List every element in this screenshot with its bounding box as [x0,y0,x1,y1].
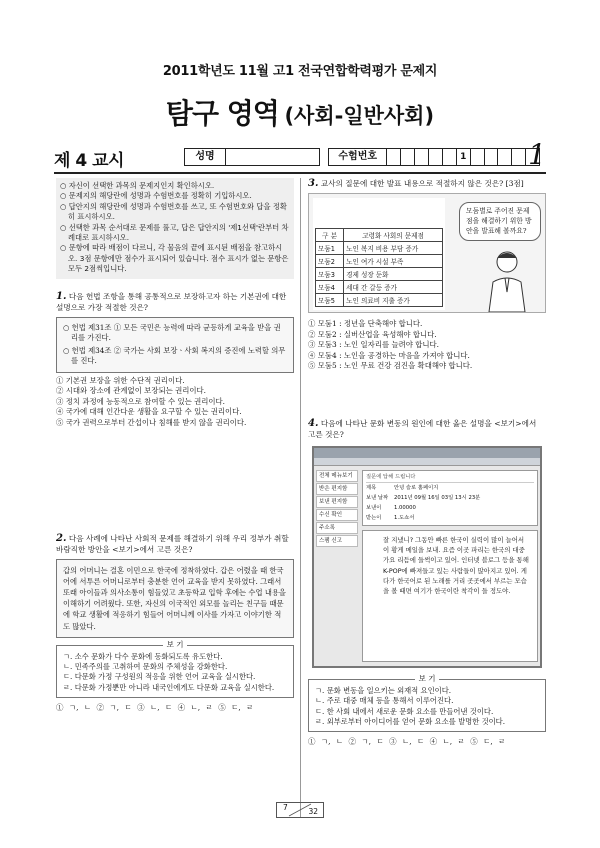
choice[interactable]: ① ㄱ, ㄴ [56,703,92,713]
question-stem: 다음 사례에 나타난 사회적 문제를 해결하기 위해 우리 정부가 취할 바람직한 방안을 <보기>에서 고른 것은? [56,533,289,554]
name-field[interactable] [225,149,319,165]
choice[interactable]: ① ㄱ, ㄴ [308,737,344,747]
menu-item[interactable]: 보낸 편지함 [316,496,358,508]
notice-item: ○ 답안지의 해당란에 성명과 수험번호를 쓰고, 또 수험번호와 답을 정확히 표시하시오. [60,202,290,223]
exam-number-cell[interactable] [497,149,511,165]
choice[interactable]: ④ ㄴ, ㄹ [429,737,465,747]
page-number: 1 [528,138,546,171]
bogi-item: ㄹ. 다문화 가정뿐만 아니라 내국인에게도 다문화 교육을 실시한다. [63,682,275,692]
table-header: 구 분 [316,229,344,242]
mail-field-row: 보낸이 1.00000 [366,504,416,511]
bogi-label: 보 기 [163,640,188,649]
table-cell: 경제 성장 둔화 [344,268,443,281]
main-title [0,92,600,132]
exam-number-cell[interactable] [470,149,484,165]
question-3 [308,178,546,189]
notice-item: ○ 문제지의 해당란에 성명과 수험번호를 정확히 기입하시오. [60,191,290,201]
notice-box [56,178,294,279]
exam-number-cell[interactable] [414,149,428,165]
table-cell: 모둠3 [316,268,344,281]
mail-body: 잘 지냈니? 그동안 빠른 한국이 실력이 많이 늘어서 이 황게 메일을 보내. 요즘 이곳 파리는 한국의 대중 가요 리듬에 들썩이고 있어. 인터넷 블로그 등을 통해 K-POP에 빠져들고 있는 사람들이 많아지고 있어. 게다가 한국어로 된 노래를 거리 곳곳에서 부르는 모습을 볼 때면 여기가 한국이란 착각이 들 정도야. [362,530,538,662]
bogi-item: ㄹ. 외부로부터 아이디어를 얻어 문화 요소를 발명한 것이다. [315,716,506,726]
option[interactable]: ③ 정치 과정에 능동적으로 참여할 수 있는 권리이다. [56,396,225,406]
exam-number-box [328,148,540,166]
table-header: 고령화 사회의 문제점 [344,229,443,242]
table-cell: 노인 의료비 지출 증가 [344,294,443,307]
mail-field-row: 보낸 날짜 2011년 09월 16일 03일 13시 23분 [366,494,481,501]
notice-item: ○ 선택한 과목 순서대로 문제를 풀고, 답은 답안지의 '제1선택'란부터 차례대로 표시하시오. [60,223,290,244]
table-cell: 모둠2 [316,255,344,268]
choice[interactable]: ④ ㄴ, ㄹ [177,703,213,713]
teacher-speech-bubble: 모둠별로 주어진 문제점을 해결하기 위한 방안을 발표해 볼까요? [459,202,541,241]
exam-number-cell[interactable] [442,149,456,165]
exam-number-cell[interactable] [428,149,442,165]
table-cell: 모둠1 [316,242,344,255]
notice-item: ○ 자신이 선택한 과목의 문제지인지 확인하시오. [60,181,290,191]
option[interactable]: ② 모둠2 : 실버산업을 육성해야 합니다. [308,329,437,339]
bogi-label: 보 기 [415,674,440,683]
exam-number-cell[interactable] [386,149,400,165]
page-current: 7 [283,803,288,812]
problems-table [315,228,443,307]
question-number: 1. [56,290,67,302]
choice[interactable]: ⑤ ㄷ, ㄹ [218,703,254,713]
header-row [54,138,546,171]
exam-title: 2011학년도 11월 고1 전국연합학력평가 문제지 [162,64,438,79]
mail-menu [316,470,358,547]
mail-title: 질문에 답해 드립니다 [366,472,534,483]
subject-area: 탐구 영역 [165,97,279,130]
q4-choices [308,736,546,747]
q1-options [56,376,294,429]
table-cell: 모둠5 [316,294,344,307]
choice[interactable]: ⑤ ㄷ, ㄹ [470,737,506,747]
q2-choices [56,702,294,713]
option[interactable]: ④ 모둠4 : 노인을 공경하는 마음을 가져야 합니다. [308,350,470,360]
choice[interactable]: ② ㄱ, ㄷ [96,703,132,713]
mail-header [362,470,538,526]
menu-item[interactable]: 주소록 [316,522,358,534]
case-box: 갑의 어머니는 결혼 이민으로 한국에 정착하였다. 갑은 어렸을 때 한국어에 서투른 어머니로부터 충분한 언어 교육을 받지 못하였다. 그래서 또래 아이들과 의사소통이 힘들었고 초등학교 입학 후에는 수업 내용을 이해하기 어려웠다. 또한, 자신의 이국적인 외모를 놀리는 친구들 때문에 학교 생활에 적응하기 힘들어 어머니께 이사를 가자고 이야기한 적도 많았다. [56,559,294,638]
clause: ○ 헌법 제34조 ② 국가는 사회 보장ㆍ사회 복지의 증진에 노력할 의무를 진다. [63,345,286,366]
name-box [184,148,320,166]
table-cell: 노인 여가 시설 부족 [344,255,443,268]
name-label: 성명 [195,151,215,162]
choice[interactable]: ③ ㄴ, ㄷ [137,703,173,713]
option[interactable]: ② 시대와 장소에 관계없이 보장되는 권리이다. [56,386,206,396]
constitution-box [56,317,294,373]
subject-name: (사회-일반사회) [284,104,435,128]
bogi-item: ㄷ. 한 사회 내에서 새로운 문화 요소를 만들어낸 것이다. [315,706,494,716]
question-number: 4. [308,417,319,429]
menu-item[interactable]: 받은 편지함 [316,483,358,495]
table-cell: 모둠4 [316,281,344,294]
question-stem: 다음에 나타난 문화 변동의 원인에 대한 옳은 설명을 <보기>에서 고른 것은? [308,418,537,439]
table-cell: 노인 복지 비용 부담 증가 [344,242,443,255]
question-2 [56,533,294,555]
page-total: 32 [308,807,318,816]
option[interactable]: ① 기본권 보장을 위한 수단적 권리이다. [56,375,185,385]
choice[interactable]: ③ ㄴ, ㄷ [389,737,425,747]
bogi-item: ㄱ. 소수 문화가 다수 문화에 동화되도록 유도한다. [63,651,223,661]
teacher-figure [477,248,537,312]
period-label: 제 4 교시 [54,151,124,171]
clause: ○ 헌법 제31조 ① 모든 국민은 능력에 따라 균등하게 교육을 받을 권리를 가진다. [63,322,281,343]
bogi-box [308,673,546,732]
exam-number-cell[interactable] [511,149,525,165]
left-column [56,178,294,713]
q3-options [308,319,546,372]
option[interactable]: ③ 모둠3 : 노인 일자리를 늘려야 합니다. [308,340,439,350]
mail-field-row: 제목 안녕 슬로 홈페이지 [366,484,439,491]
bogi-item: ㄴ. 민족주의를 고취하여 문화의 주체성을 강화한다. [63,662,228,672]
exam-number-label: 수험번호 [338,151,378,162]
option[interactable]: ④ 국가에 대해 인간다운 생활을 요구할 수 있는 권리이다. [56,407,242,417]
question-number: 2. [56,532,67,544]
choice[interactable]: ② ㄱ, ㄷ [348,737,384,747]
exam-number-cell[interactable] [400,149,414,165]
right-column [308,178,546,747]
column-divider [300,178,301,818]
menu-item[interactable]: 스팸 신고 [316,535,358,547]
email-figure [308,446,546,672]
window-toolbar [314,458,540,466]
exam-number-cell[interactable] [484,149,498,165]
bogi-item: ㄴ. 주로 대중 매체 등을 통해서 이루어진다. [315,696,454,706]
table-cell: 세대 간 갈등 증가 [344,281,443,294]
bogi-item: ㄱ. 문화 변동을 일으키는 외재적 요인이다. [315,685,452,695]
option[interactable]: ① 모둠1 : 정년을 단축해야 합니다. [308,319,423,328]
option[interactable]: ⑤ 국가 권력으로부터 간섭이나 침해를 받지 않을 권리이다. [56,418,247,428]
question-stem: 교사의 질문에 대한 발표 내용으로 적절하지 않은 것은? [3점] [320,179,524,188]
bogi-box [56,639,294,698]
bogi-item: ㄷ. 다문화 가정 구성원의 적응을 위한 언어 교육을 실시한다. [63,672,256,682]
exam-number-cell: 1 [456,149,470,165]
menu-item[interactable]: 전체 메뉴보기 [316,470,358,482]
classroom-figure [308,193,546,313]
header-rule [54,172,546,174]
window-titlebar [314,448,540,458]
page-counter [276,802,324,818]
monitor-frame [312,446,542,668]
menu-item[interactable]: 수신 확인 [316,509,358,521]
question-number: 3. [308,178,319,189]
question-4 [308,418,546,440]
mail-field-row: 받는이 1.도쇼서 [366,514,415,521]
option[interactable]: ⑤ 모둠5 : 노인 무료 건강 검진을 확대해야 합니다. [308,361,473,371]
question-stem: 다음 헌법 조항을 통해 공통적으로 보장하고자 하는 기본권에 대한 설명으로 가장 적절한 것은? [56,291,287,312]
notice-item: ○ 문항에 따라 배점이 다르니, 각 물음의 끝에 표시된 배점을 참고하시오. 3점 문항에만 점수가 표시되어 있습니다. 점수 표시가 없는 문항은 모두 2점씩입니다. [60,243,290,274]
question-1 [56,291,294,313]
